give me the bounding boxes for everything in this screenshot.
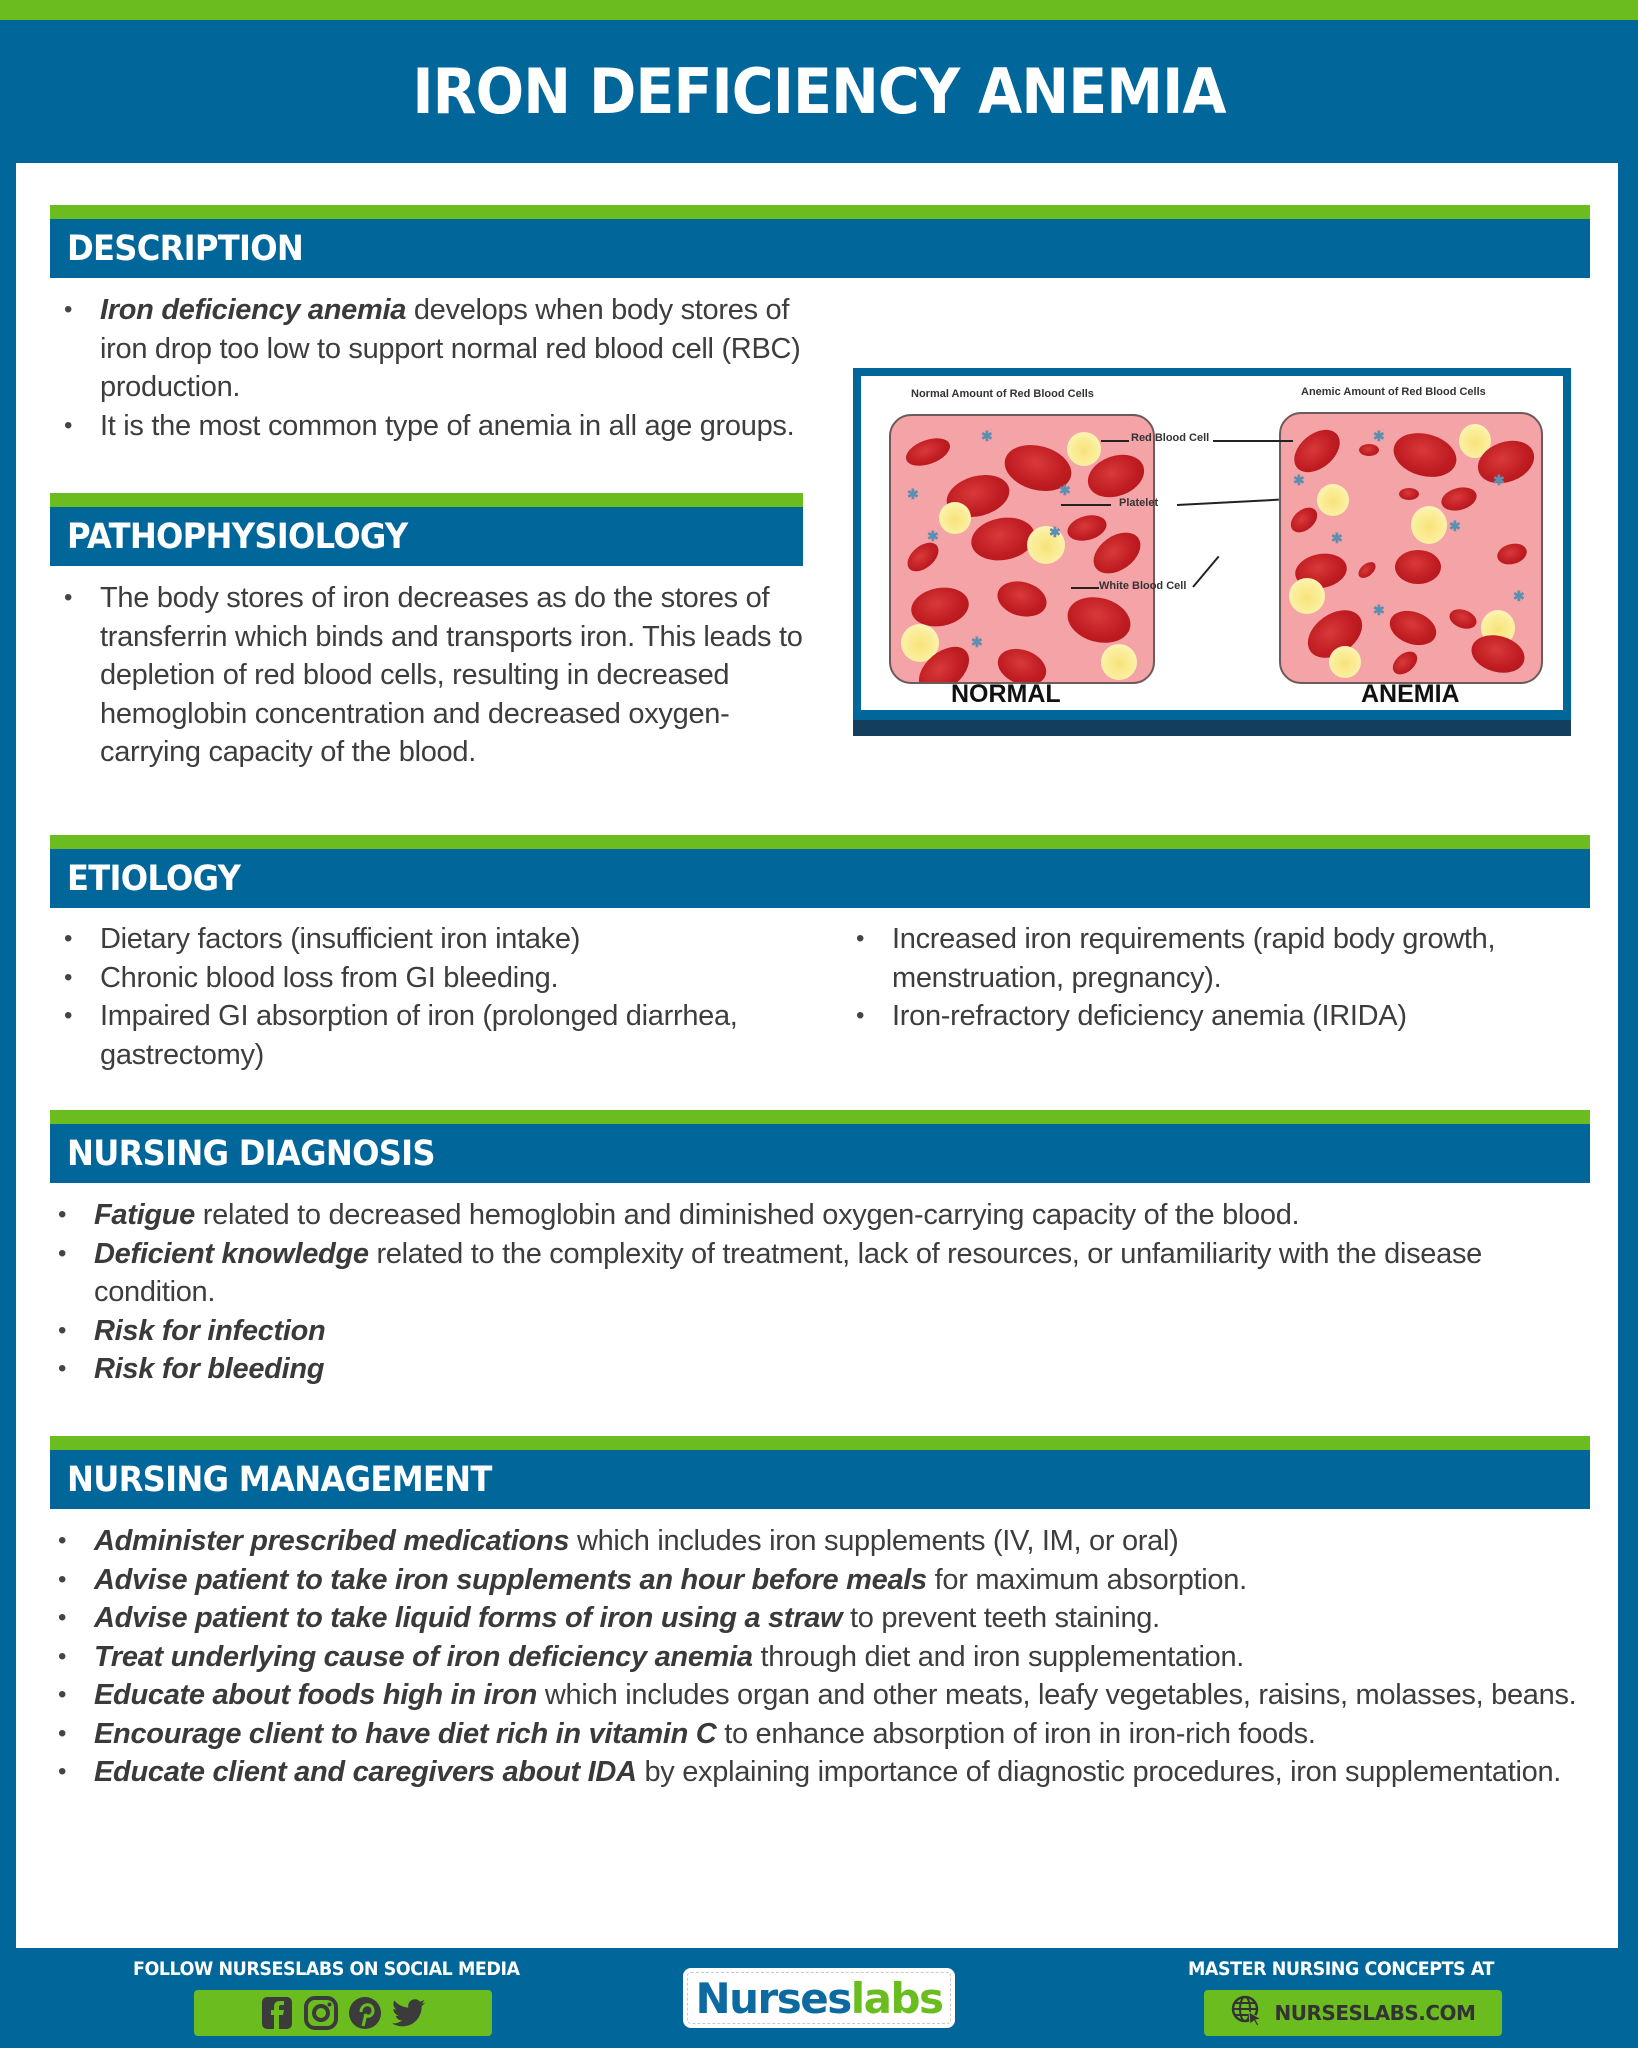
platelet-shape: ✱ [1049,524,1061,540]
section-header-nursing-management [50,1436,1590,1509]
list-item [50,1676,1590,1715]
bold-term: Encourage client to have diet rich in vitamin C [94,1717,717,1750]
rbc-shape [1447,606,1479,632]
item-text: related to the complexity of treatment, lack of resources, or unfamiliarity with the disease condition. [94,1237,1482,1308]
item-text: Dietary factors (insufficient iron intake) [100,923,581,955]
list-item [50,407,830,446]
list-item [50,1599,1590,1638]
callout-line [1177,499,1279,506]
globe-cursor-icon [1231,1995,1263,2032]
item-text: Increased iron requirements (rapid body growth, menstruation, pregnancy). [892,923,1496,994]
rbc-shape [1395,550,1441,584]
list-item [50,1561,1590,1600]
wbc-shape [1289,578,1325,614]
rbc-shape [1359,444,1379,456]
rbc-shape [1286,503,1322,538]
item-text: related to decreased hemoglobin and diminished oxygen-carrying capacity of the blood. [195,1199,1300,1231]
item-text: through diet and iron supplementation. [752,1640,1245,1673]
header-green-stripe [50,205,1590,219]
wbc-shape [1101,644,1137,680]
header-green-stripe [50,1436,1590,1450]
callout-platelet: Platelet [1119,497,1159,509]
bold-term: Risk for bleeding [94,1353,325,1385]
header-green-stripe [50,835,1590,849]
rbc-shape [1495,540,1529,567]
list-item [842,920,1602,997]
item-text: develops when body stores of iron drop too low to support normal red blood cell (RBC) production. [100,294,801,403]
title-banner [0,20,1638,163]
wbc-shape [1317,484,1349,516]
platelet-shape: ✱ [1293,472,1305,488]
nurseslabs-logo[interactable] [683,1968,955,2028]
platelet-shape: ✱ [1513,588,1525,604]
item-text: Chronic blood loss from GI bleeding. [100,961,559,994]
section-header-nursing-diagnosis [50,1110,1590,1183]
item-text: It is the most common type of anemia in all age groups. [100,409,795,442]
rbc-shape [993,642,1052,684]
wbc-shape [1329,646,1361,678]
item-text: Iron-refractory deficiency anemia (IRIDA) [892,1000,1407,1032]
top-accent-bar [0,0,1638,20]
bold-term: Educate client and caregivers about IDA [94,1756,637,1788]
list-item [50,920,770,959]
page-title: IRON DEFICIENCY ANEMIA [412,55,1226,128]
header-green-stripe [50,493,803,507]
list-item [50,997,770,1074]
callout-line [1101,440,1129,442]
item-text: Impaired GI absorption of iron (prolonged diarrhea, gastrectomy) [100,1000,738,1071]
list-item [50,1312,1590,1351]
list-item [50,1196,1590,1235]
platelet-shape: ✱ [1059,482,1071,498]
bold-term: Administer prescribed medications [94,1525,570,1557]
section-heading: PATHOPHYSIOLOGY [67,516,408,557]
facebook-icon[interactable] [260,1995,294,2031]
rbc-shape [902,433,953,471]
diagram-bottom-bar [853,720,1571,736]
rbc-shape [1065,511,1110,545]
bold-term: Advise patient to take liquid forms of iron using a straw [94,1602,843,1634]
item-text: which includes organ and other meats, leafy vegetables, raisins, molasses, beans. [537,1679,1577,1711]
list-item [842,997,1602,1036]
section-heading: DESCRIPTION [67,228,304,269]
wbc-shape [1067,432,1101,466]
list-item [50,291,830,407]
item-text: to prevent teeth staining. [842,1602,1160,1634]
callout-red-blood-cell: Red Blood Cell [1131,432,1210,444]
rbc-shape [1467,630,1528,679]
rbc-shape [1355,559,1378,581]
bold-term: Educate about foods high in iron [94,1679,538,1711]
diagram-canvas [861,376,1563,710]
rbc-shape [1399,488,1419,500]
bold-term: Deficient knowledge [94,1237,369,1270]
normal-caption: Normal Amount of Red Blood Cells [911,388,1094,400]
header-green-stripe [50,1110,1590,1124]
platelet-shape: ✱ [907,486,919,502]
normal-blood-panel [889,414,1155,684]
bold-term: Fatigue [94,1199,196,1231]
rbc-shape [1388,647,1421,679]
section-heading: NURSING DIAGNOSIS [67,1133,435,1174]
anemic-blood-panel [1279,412,1543,684]
list-item [50,1753,1590,1792]
site-heading: MASTER NURSING CONCEPTS AT [1188,1958,1495,1980]
callout-line [1071,587,1099,589]
social-heading: FOLLOW NURSESLABS ON SOCIAL MEDIA [133,1958,520,1980]
rbc-shape [1062,590,1135,649]
callout-line [1213,440,1293,442]
callout-white-blood-cell: White Blood Cell [1099,580,1187,592]
website-url: NURSESLABS.COM [1274,2001,1476,2025]
description-list [50,291,830,445]
bold-term: Treat underlying cause of iron deficiency anemia [94,1640,753,1673]
item-text: The body stores of iron decreases as do the stores of transferrin which binds and transports iron. This leads to depletion of red blood cells, resulting in decreased hemoglobin concentration and decreased oxygen-carrying capacity of the blood. [100,582,803,768]
bold-term: Risk for infection [94,1314,326,1347]
platelet-shape: ✱ [1449,518,1461,534]
platelet-shape: ✱ [1373,602,1385,618]
logo-text-nurses: Nurses [695,1973,851,2023]
list-item [50,1235,1590,1312]
callout-line [1192,556,1219,588]
etiology-list-left [50,920,770,1074]
section-header-description [50,205,1590,278]
logo-text-labs: labs [850,1973,943,2023]
normal-label: NORMAL [951,680,1061,708]
bold-term: Iron deficiency anemia [100,294,407,326]
platelet-shape: ✱ [1373,428,1385,444]
platelet-shape: ✱ [927,528,939,544]
item-text: to enhance absorption of iron in iron-rich foods. [716,1717,1316,1750]
rbc-shape [993,576,1050,622]
callout-line [1061,504,1111,506]
pathophysiology-list [50,579,810,772]
list-item [50,1638,1590,1677]
wbc-shape [939,502,971,534]
item-text: which includes iron supplements (IV, IM, or oral) [569,1525,1179,1557]
section-heading: ETIOLOGY [67,858,241,899]
wbc-shape [1411,506,1447,544]
rbc-shape [1439,484,1479,515]
anemic-caption: Anemic Amount of Red Blood Cells [1301,386,1486,398]
bold-term: Advise patient to take iron supplements an hour before meals [94,1563,927,1596]
anemia-label: ANEMIA [1361,680,1460,708]
platelet-shape: ✱ [981,428,993,444]
list-item [50,579,810,772]
item-text: for maximum absorption. [926,1563,1247,1596]
section-heading: NURSING MANAGEMENT [67,1459,492,1500]
pinterest-icon[interactable] [348,1995,382,2031]
item-text: by explaining importance of diagnostic procedures, iron supplementation. [636,1756,1562,1788]
footer [0,1948,1638,2048]
list-item [50,1350,1590,1389]
platelet-shape: ✱ [971,634,983,650]
list-item [50,1522,1590,1561]
rbc-shape [1389,426,1462,483]
instagram-icon[interactable] [304,1995,338,2031]
nursing-diagnosis-list [50,1196,1590,1389]
section-header-pathophysiology [50,493,803,566]
website-link-box[interactable] [1204,1990,1502,2036]
social-links-box [194,1990,492,2036]
nursing-management-list [50,1522,1590,1792]
section-header-etiology [50,835,1590,908]
etiology-list-right [842,920,1602,1036]
rbc-shape [1385,605,1441,651]
list-item [50,959,770,998]
platelet-shape: ✱ [1493,472,1505,488]
twitter-icon[interactable] [392,1995,426,2031]
platelet-shape: ✱ [1331,530,1343,546]
list-item [50,1715,1590,1754]
rbc-comparison-diagram [853,368,1571,736]
